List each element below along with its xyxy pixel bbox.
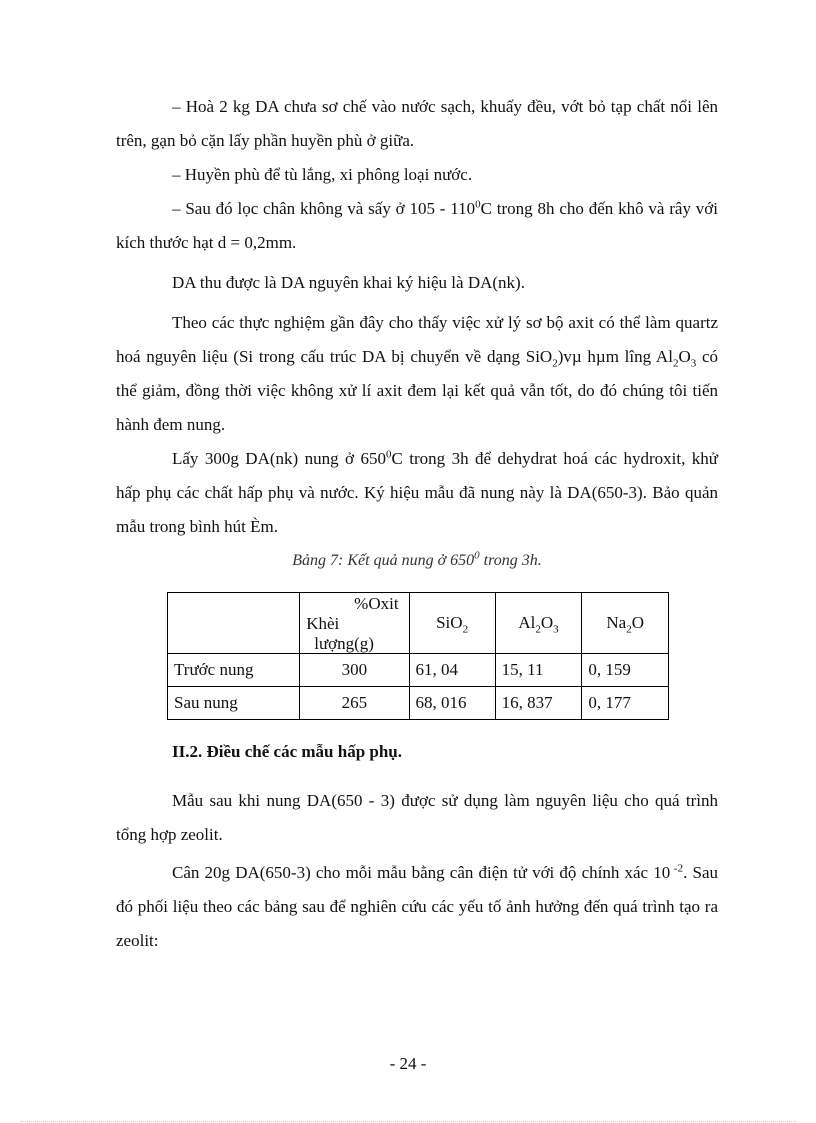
- section-heading: II.2. Điều chế các mẫu hấp phụ.: [172, 742, 403, 761]
- table-caption: Bảng 7: Kết quả nung ở $650^0$ trong 3h.: [292, 549, 542, 569]
- al2o3-header: $Al_2O_3$: [495, 593, 582, 654]
- table-row: [168, 654, 669, 687]
- mass-header-line2: lượng(g): [314, 634, 374, 653]
- table-header-row: [168, 593, 669, 654]
- empty-corner-cell: [168, 593, 300, 654]
- page-bottom-divider: [20, 1121, 796, 1122]
- sio2-header: SiO$_2$: [409, 593, 495, 654]
- calcination-results-table: [167, 592, 669, 720]
- paragraph-weighing: Cân 20g DA(650-3) cho mỗi mẫu bằng cân điện tử với độ chính xác 10 $^{-2}$. Sau đó phối liệu theo các bảng sau để nghiên cứu các yếu tố ảnh hưởng đến quá trình tạo ra zeolit:: [116, 862, 718, 950]
- paragraph-settle-step: – Huyền phù để tù lắng, xi phông loại nước.: [172, 165, 473, 184]
- na2o-header: $Na_2O$: [582, 593, 669, 654]
- al2o3-cell: 16, 837: [495, 687, 582, 720]
- paragraph-raw-da: DA thu được là DA nguyên khai ký hiệu là DA(nk).: [172, 273, 525, 292]
- sio2-cell: 68, 016: [409, 687, 495, 720]
- paragraph-acid-treatment: Theo các thực nghiệm gần đây cho thấy việc xử lý sơ bộ axit có thể làm quartz hoá nguyên liệu (Si trong cấu trúc DA bị chuyển về dạng SiO$_2$)vµ hµm lîng $Al_2O_3$ có thể giảm, đồng thời việc không xử lí axit đem lại kết quả vẫn tốt, do đó chúng tôi tiến hành đem nung.: [116, 313, 719, 434]
- row-label: Trước nung: [168, 654, 300, 687]
- oxide-percent-header: %Oxit: [354, 594, 399, 613]
- mass-header-line1: Khèi: [306, 614, 340, 633]
- na2o-cell: 0, 159: [582, 654, 669, 687]
- paragraph-calcination: Lấy 300g DA(nk) nung ở $650^0C$ trong 3h để dehydrat hoá các hydroxit, khử hấp phụ các chất hấp phụ và nước. Ký hiệu mẫu đã nung này là DA(650-3). Bảo quản mẫu trong bình hút Èm.: [116, 448, 719, 536]
- diagonal-header-cell: [300, 593, 409, 654]
- mass-cell: 300: [300, 654, 409, 687]
- sio2-cell: 61, 04: [409, 654, 495, 687]
- paragraph-zeolite-material: Mẫu sau khi nung DA(650 - 3) được sử dụng làm nguyên liệu cho quá trình tổng hợp zeolit.: [116, 791, 718, 844]
- page-number: - 24 -: [389, 1054, 427, 1073]
- table-row: [168, 687, 669, 720]
- row-label: Sau nung: [168, 687, 300, 720]
- paragraph-wash-step: – Hoà 2 kg DA chưa sơ chế vào nước sạch, khuấy đều, vớt bỏ tạp chất nổi lên trên, gạn bỏ cặn lấy phần huyền phù ở giữa.: [116, 97, 718, 150]
- paragraph-dry-step: – Sau đó lọc chân không và sấy ở $105 - 110^0C$ trong 8h cho đến khô và rây với kích thước hạt d = 0,2mm.: [116, 198, 718, 252]
- mass-cell: 265: [300, 687, 409, 720]
- na2o-cell: 0, 177: [582, 687, 669, 720]
- al2o3-cell: 15, 11: [495, 654, 582, 687]
